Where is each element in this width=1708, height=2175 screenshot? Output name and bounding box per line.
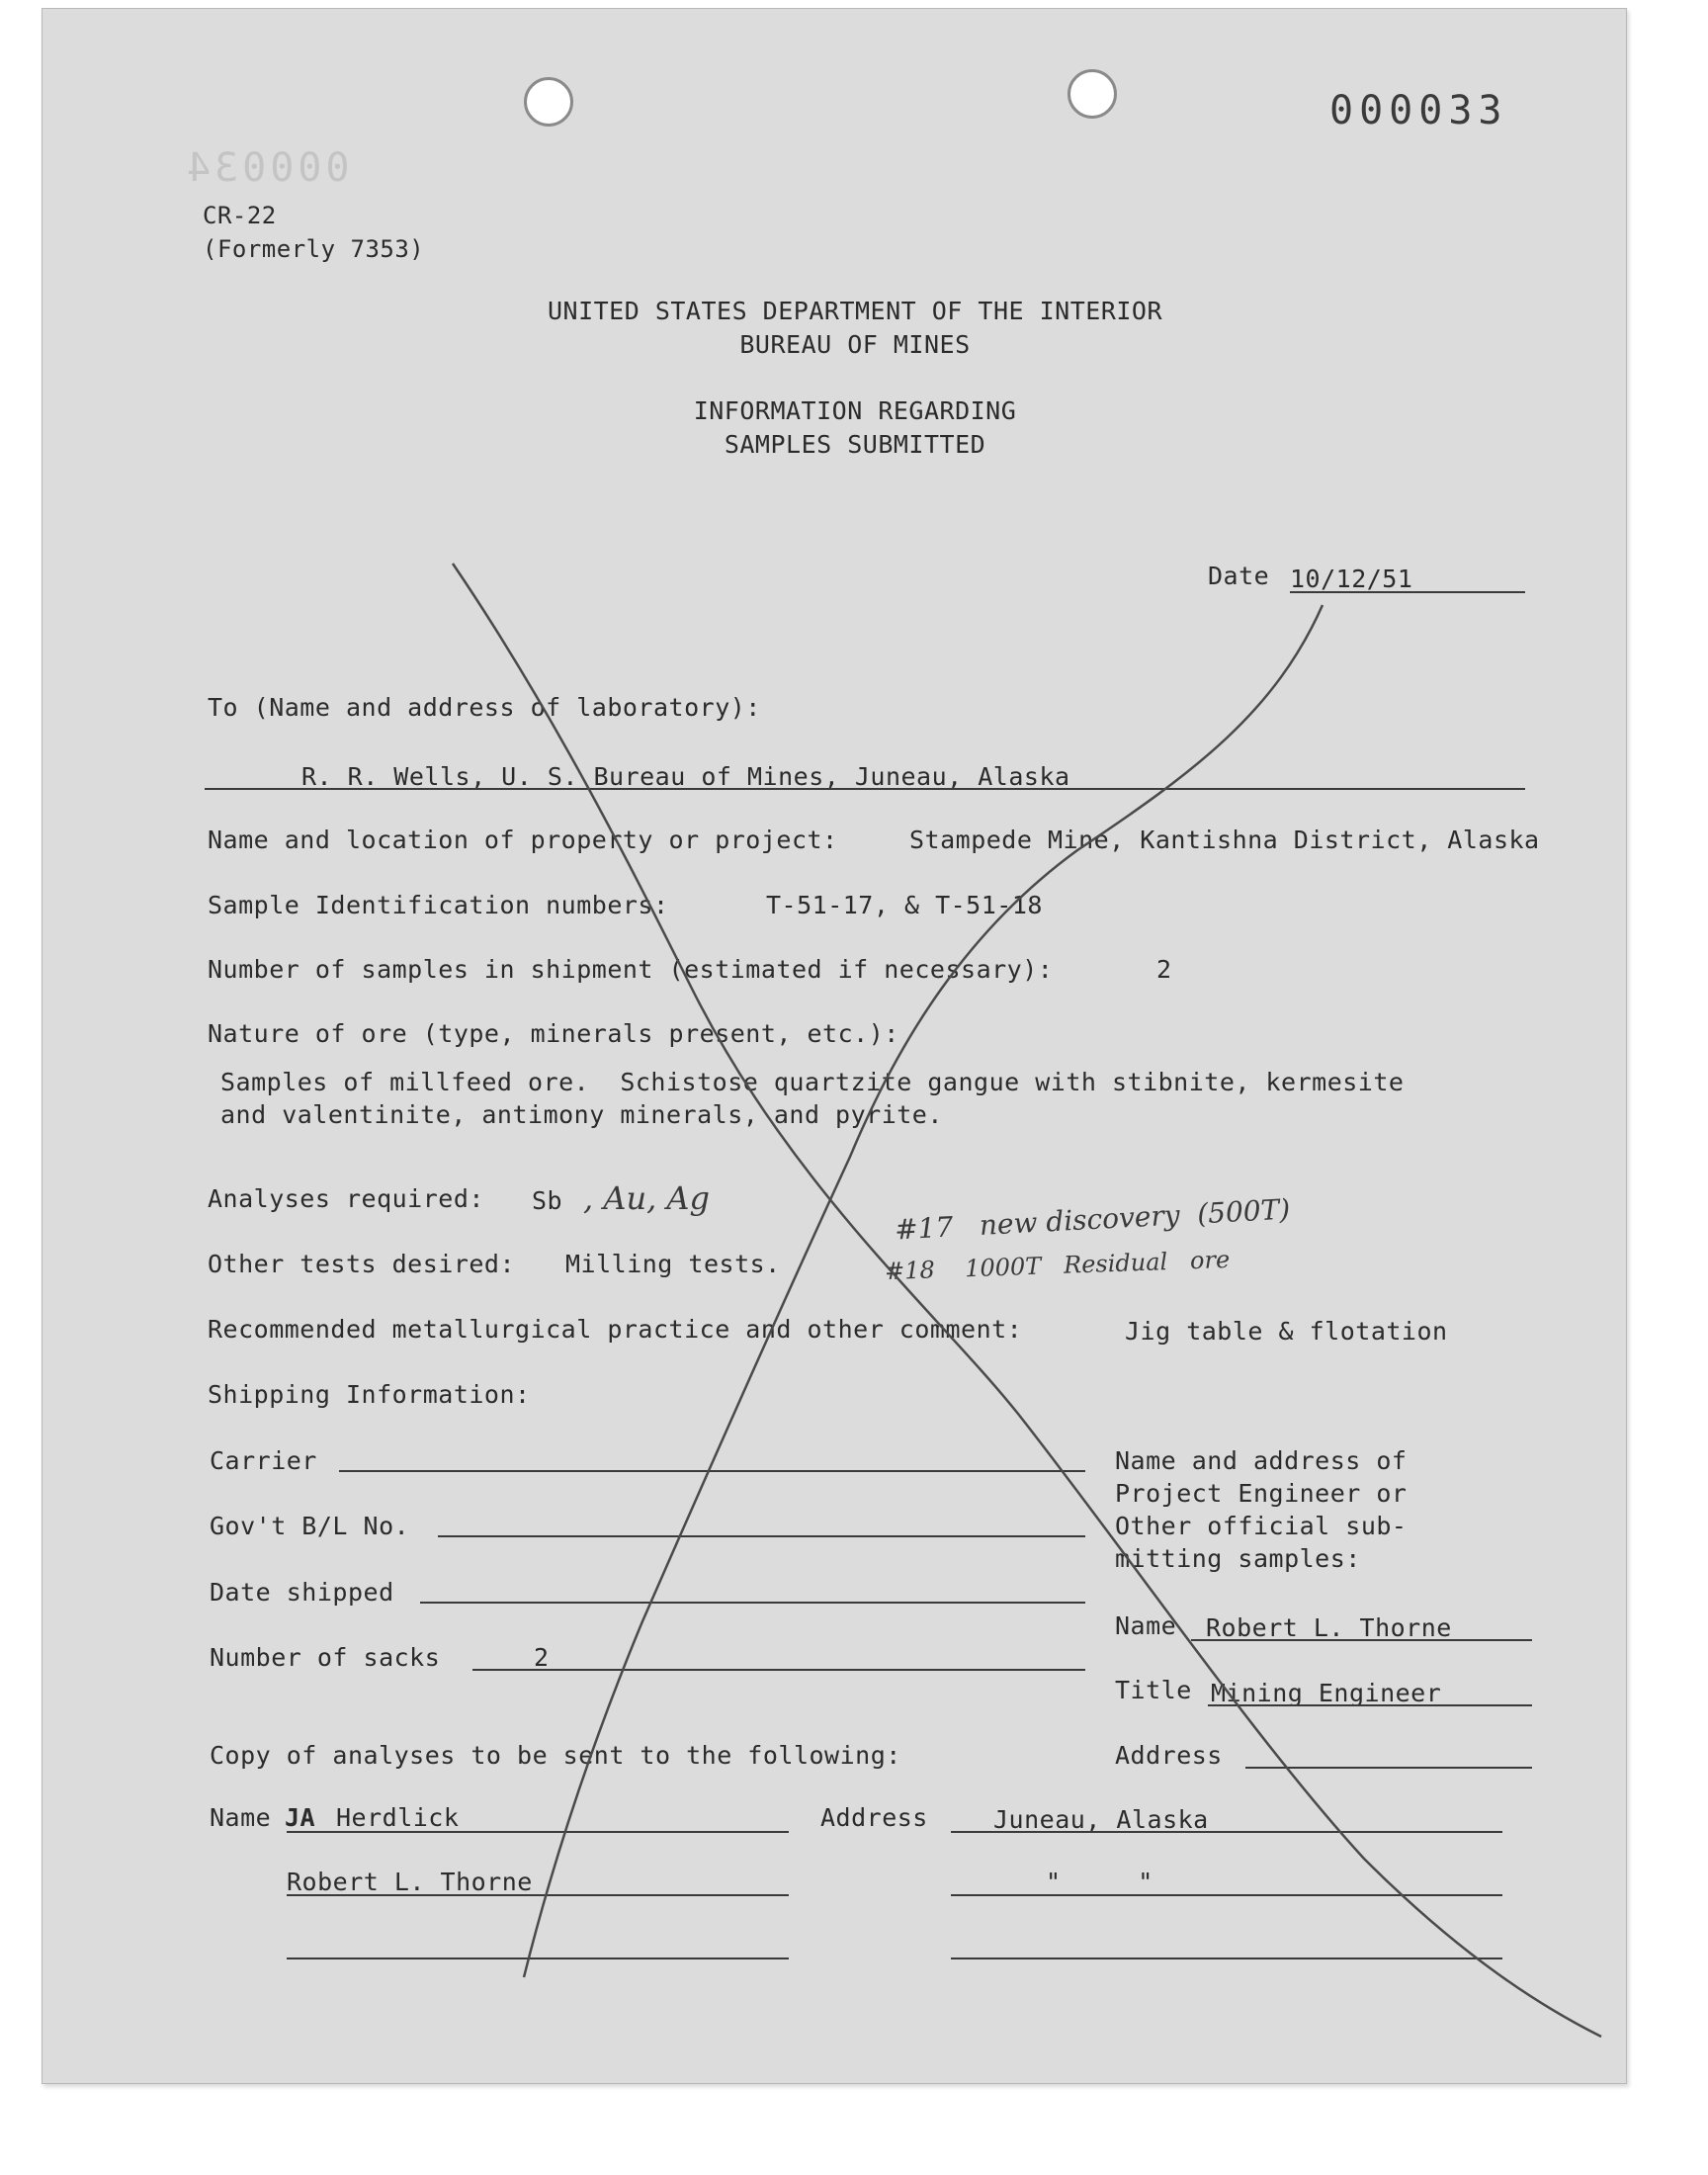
date-label: Date [1208,562,1270,590]
bleed-through-number: 000034 [183,145,350,191]
department-heading: UNITED STATES DEPARTMENT OF THE INTERIOR [547,297,1163,325]
engineer-heading-line2: Project Engineer or [1115,1479,1408,1508]
document-number: 000033 [1329,88,1508,133]
engineer-title-label: Title [1115,1676,1192,1704]
engineer-heading-line3: Other official sub- [1115,1512,1408,1540]
nature-line1: Samples of millfeed ore. Schistose quartzite gangue with stibnite, kermesite [220,1068,1405,1096]
lab-address-value: R. R. Wells, U. S. Bureau of Mines, Juneau, Alaska [301,762,1070,791]
handwritten-note-line1: #17 new discovery (500T) [894,1192,1291,1247]
property-value: Stampede Mine, Kantishna District, Alaska [909,826,1540,854]
form-title-line2: SAMPLES SUBMITTED [724,430,986,459]
num-samples-value: 2 [1156,955,1172,984]
to-label: To (Name and address of laboratory): [208,693,761,722]
handwritten-note-line2: #18 1000T Residual ore [884,1245,1231,1286]
analyses-label: Analyses required: [208,1184,484,1213]
carrier-label: Carrier [210,1446,317,1475]
engineer-title-value: Mining Engineer [1211,1679,1442,1707]
bureau-heading: BUREAU OF MINES [739,330,971,359]
copy-row1-address: Juneau, Alaska [993,1805,1209,1834]
date-value: 10/12/51 [1290,565,1413,593]
copy-row1-initials: JA [285,1803,316,1832]
sacks-value: 2 [534,1643,550,1672]
num-samples-label: Number of samples in shipment (estimated if necessary): [208,955,1054,984]
form-title-line1: INFORMATION REGARDING [693,396,1017,425]
sample-ids-value: T-51-17, & T-51-18 [766,891,1043,919]
engineer-name-value: Robert L. Thorne [1206,1613,1452,1642]
copy-row2-address: " " [1046,1868,1153,1896]
sample-ids-label: Sample Identification numbers: [208,891,669,919]
nature-line2: and valentinite, antimony minerals, and pyrite. [220,1100,943,1129]
other-tests-value: Milling tests. [565,1250,781,1278]
copy-label: Copy of analyses to be sent to the following: [210,1741,901,1770]
engineer-address-label: Address [1115,1741,1223,1770]
form-code: CR-22 [203,202,277,229]
cross-stroke-right [524,605,1323,1977]
property-label: Name and location of property or project: [208,826,838,854]
form-formerly: (Formerly 7353) [203,235,425,263]
analyses-value: Sb [532,1186,563,1215]
engineer-heading-line1: Name and address of [1115,1446,1408,1475]
engineer-name-label: Name [1115,1611,1177,1640]
engineer-heading-line4: mitting samples: [1115,1544,1361,1573]
copy-row1-name: Herdlick [336,1803,460,1832]
copy-address-label: Address [820,1803,928,1832]
sacks-label: Number of sacks [210,1643,441,1672]
cross-stroke-left [453,564,1601,2037]
analyses-handwritten: , Au, Ag [583,1179,710,1217]
copy-name-label: Name [210,1803,272,1832]
nature-label: Nature of ore (type, minerals present, etc.): [208,1019,899,1048]
other-tests-label: Other tests desired: [208,1250,516,1278]
shipping-label: Shipping Information: [208,1380,531,1409]
copy-row2-name: Robert L. Thorne [287,1868,533,1896]
recommended-value: Jig table & flotation [1125,1317,1448,1346]
date-shipped-label: Date shipped [210,1578,394,1607]
recommended-label: Recommended metallurgical practice and other comment: [208,1315,1023,1344]
bl-label: Gov't B/L No. [210,1512,410,1540]
